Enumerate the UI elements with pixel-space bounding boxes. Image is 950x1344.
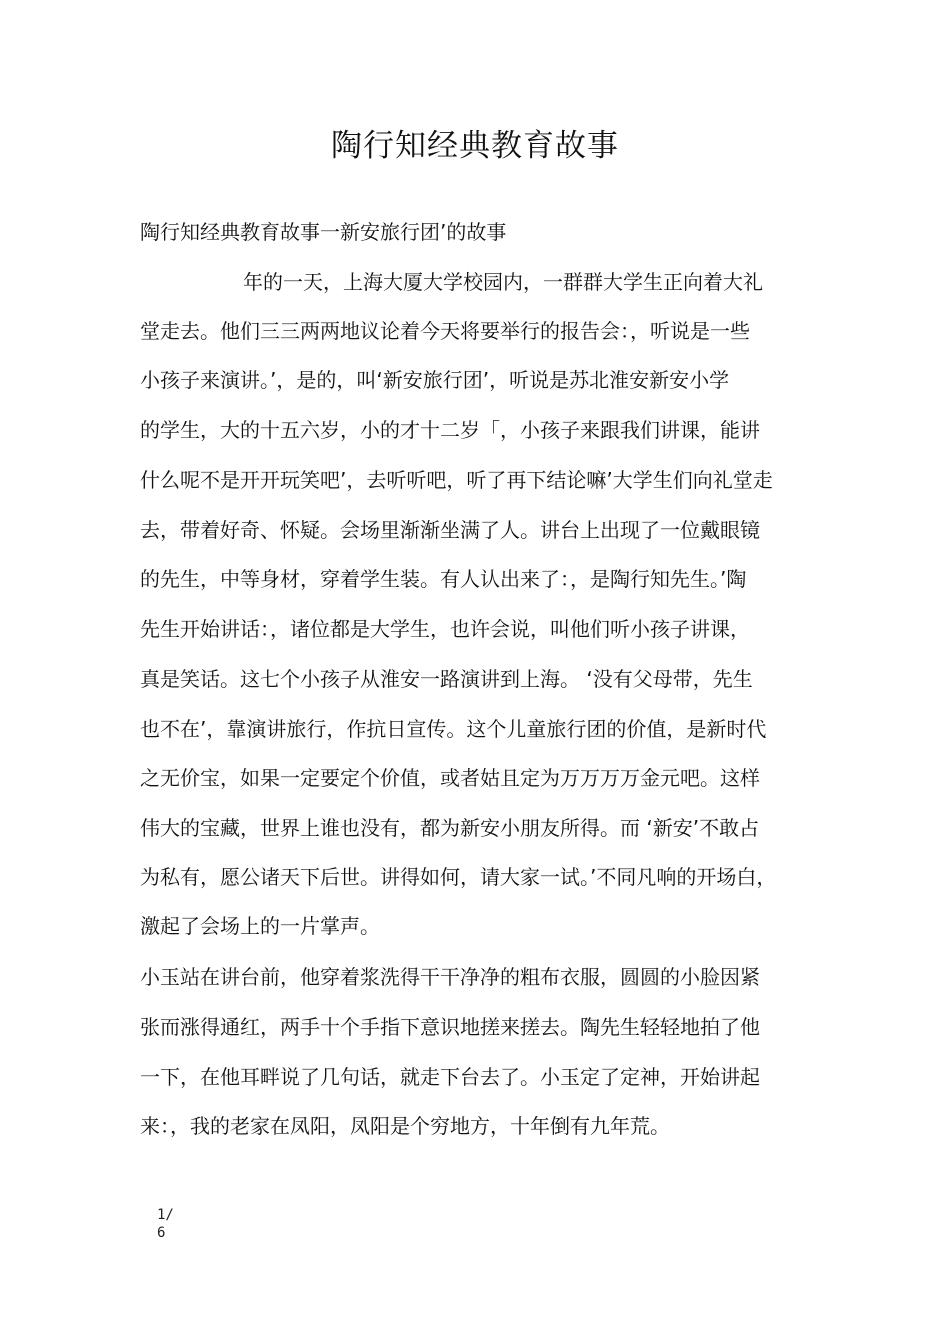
paragraph-line: 来：，我的老家在凤阳，凤阳是个穷地方，十年倒有九年荒。 xyxy=(140,1114,670,1138)
page-number-total: 6 xyxy=(157,1225,166,1241)
paragraph-line: 张而涨得通红，两手十个手指下意识地搓来搓去。陶先生轻轻地拍了他 xyxy=(140,1015,760,1039)
paragraph-line: 的先生，中等身材，穿着学生装。有人认出来了：，是陶行知先生。’陶 xyxy=(140,567,747,591)
document-title: 陶行知经典教育故事 xyxy=(331,128,619,164)
paragraph-line: 激起了会场上的一片掌声。 xyxy=(140,914,380,938)
paragraph-line: 伟大的宝藏，世界上谁也没有，都为新安小朋友所得。而 ‘新安’不敢占 xyxy=(140,816,760,840)
page-number-current: 1/ xyxy=(157,1207,174,1223)
paragraph-line: 的学生，大的十五六岁，小的才十二岁「，小孩子来跟我们讲课，能讲 xyxy=(140,418,760,442)
paragraph-line: 小玉站在讲台前，他穿着浆洗得干干净净的粗布衣服，圆圆的小脸因紧 xyxy=(140,965,760,989)
paragraph-line: 年的一天，上海大厦大学校园内，一群群大学生正向着大礼 xyxy=(243,270,763,294)
document-subtitle: 陶行知经典教育故事一新安旅行团’的故事 xyxy=(140,220,507,244)
paragraph-line: 去，带着好奇、怀疑。会场里渐渐坐满了人。讲台上出现了一位戴眼镜 xyxy=(140,518,760,542)
paragraph-line: 堂走去。他们三三两两地议论着今天将要举行的报告会：，听说是一些 xyxy=(140,319,750,343)
paragraph-line: 小孩子来演讲。’，是的，叫‘新安旅行团’，听说是苏北淮安新安小学 xyxy=(140,368,730,392)
paragraph-line: 先生开始讲话：，诸位都是大学生，也许会说，叫他们听小孩子讲课， xyxy=(140,617,750,641)
paragraph-line: 一下，在他耳畔说了几句话，就走下台去了。小玉定了定神，开始讲起 xyxy=(140,1065,760,1089)
paragraph-line: 之无价宝，如果一定要定个价值，或者姑且定为万万万万金元吧。这样 xyxy=(140,766,760,790)
paragraph-line: 什么呢不是开开玩笑吧’，去听听吧，听了再下结论嘛’大学生们向礼堂走 xyxy=(140,468,773,492)
paragraph-line: 也不在’，靠演讲旅行，作抗日宣传。这个儿童旅行团的价值，是新时代 xyxy=(140,717,767,741)
paragraph-line: 真是笑话。这七个小孩子从淮安一路演讲到上海。 ‘没有父母带，先生 xyxy=(140,667,753,691)
paragraph-line: 为私有，愿公诸天下后世。讲得如何，请大家一试。’不同凡响的开场白， xyxy=(140,865,777,889)
page-number xyxy=(157,1206,179,1242)
